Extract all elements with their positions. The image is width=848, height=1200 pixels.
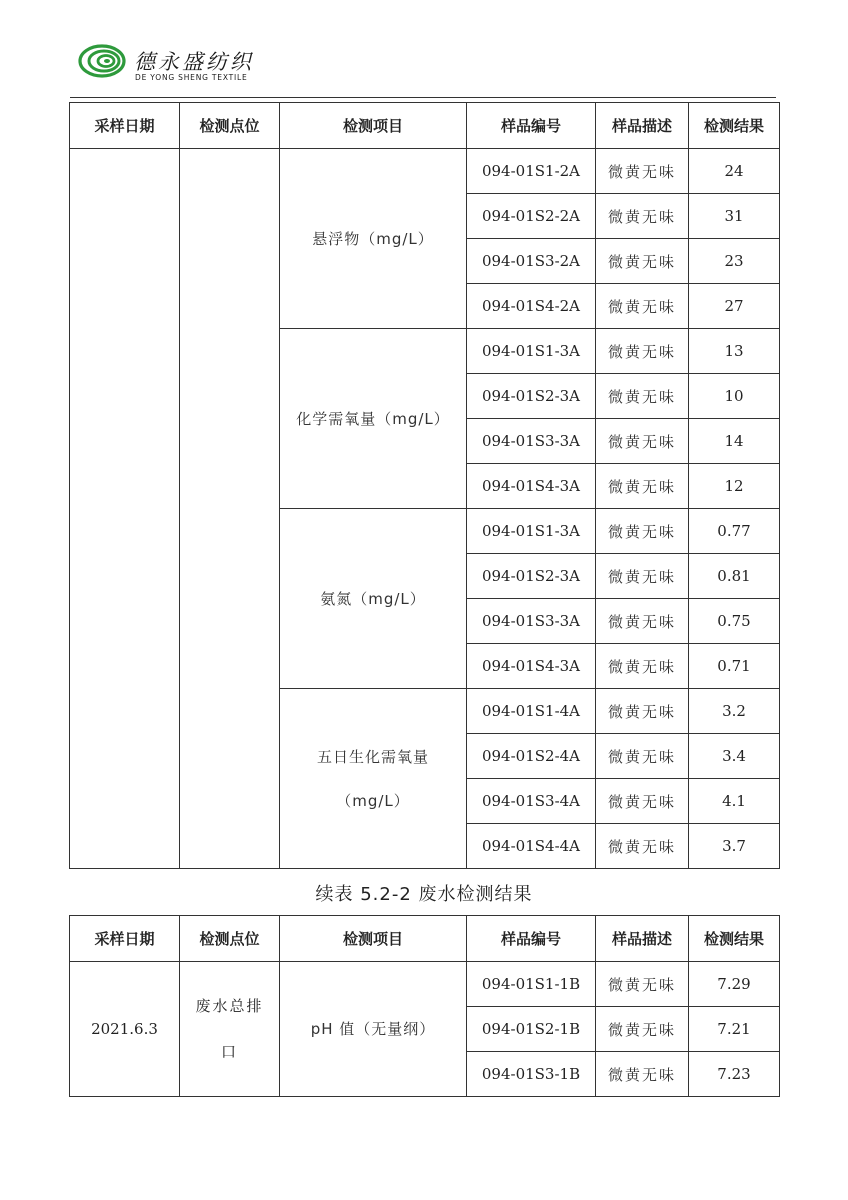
result-cell: 7.29 bbox=[689, 962, 780, 1007]
sample-description-cell: 微黄无味 bbox=[596, 779, 689, 824]
result-cell: 13 bbox=[689, 329, 780, 374]
header-sample-id: 样品编号 bbox=[467, 103, 596, 149]
test-item-cell bbox=[280, 689, 467, 869]
swirl-logo-icon bbox=[78, 42, 126, 80]
sample-description-cell: 微黄无味 bbox=[596, 599, 689, 644]
table-row bbox=[70, 149, 780, 194]
header-sampling-date: 采样日期 bbox=[70, 916, 180, 962]
sample-id-cell: 094-01S2-4A bbox=[467, 734, 596, 779]
sampling-date-cell bbox=[70, 149, 180, 869]
result-cell: 24 bbox=[689, 149, 780, 194]
test-item-cell: pH 值（无量纲） bbox=[280, 962, 467, 1097]
result-cell: 7.23 bbox=[689, 1052, 780, 1097]
result-cell: 12 bbox=[689, 464, 780, 509]
sample-description-cell: 微黄无味 bbox=[596, 374, 689, 419]
sample-id-cell: 094-01S4-3A bbox=[467, 464, 596, 509]
test-point-line1: 废水总排 bbox=[195, 997, 264, 1015]
company-logo bbox=[78, 38, 278, 86]
logo-chinese-name: 德永盛纺织 bbox=[134, 50, 254, 74]
header-test-item: 检测项目 bbox=[280, 103, 467, 149]
test-point-line2: 口 bbox=[220, 1043, 238, 1061]
result-cell: 3.7 bbox=[689, 824, 780, 869]
result-cell: 3.4 bbox=[689, 734, 780, 779]
sample-description-cell: 微黄无味 bbox=[596, 824, 689, 869]
table-row bbox=[70, 962, 780, 1007]
sample-description-cell: 微黄无味 bbox=[596, 554, 689, 599]
sample-id-cell: 094-01S1-4A bbox=[467, 689, 596, 734]
test-item-cell: 氨氮（mg/L） bbox=[280, 509, 467, 689]
sample-id-cell: 094-01S1-2A bbox=[467, 149, 596, 194]
wastewater-results-table-continued bbox=[69, 915, 780, 1097]
sample-description-cell: 微黄无味 bbox=[596, 962, 689, 1007]
test-item-line1: 五日生化需氧量 bbox=[316, 747, 429, 766]
sample-description-cell: 微黄无味 bbox=[596, 419, 689, 464]
sample-id-cell: 094-01S1-3A bbox=[467, 329, 596, 374]
test-point-cell bbox=[180, 149, 280, 869]
result-cell: 10 bbox=[689, 374, 780, 419]
header-sample-description: 样品描述 bbox=[596, 916, 689, 962]
sample-id-cell: 094-01S3-3A bbox=[467, 599, 596, 644]
result-cell: 0.71 bbox=[689, 644, 780, 689]
header-sample-description: 样品描述 bbox=[596, 103, 689, 149]
test-item-cell: 悬浮物（mg/L） bbox=[280, 149, 467, 329]
result-cell: 14 bbox=[689, 419, 780, 464]
header-test-item: 检测项目 bbox=[280, 916, 467, 962]
result-cell: 3.2 bbox=[689, 689, 780, 734]
sample-id-cell: 094-01S2-1B bbox=[467, 1007, 596, 1052]
sample-id-cell: 094-01S3-1B bbox=[467, 1052, 596, 1097]
header-test-result: 检测结果 bbox=[689, 916, 780, 962]
table-caption: 续表 5.2-2 废水检测结果 bbox=[315, 884, 533, 905]
sample-id-cell: 094-01S3-4A bbox=[467, 779, 596, 824]
sample-description-cell: 微黄无味 bbox=[596, 464, 689, 509]
sampling-date-cell: 2021.6.3 bbox=[70, 962, 180, 1097]
sample-id-cell: 094-01S4-4A bbox=[467, 824, 596, 869]
sample-description-cell: 微黄无味 bbox=[596, 509, 689, 554]
result-cell: 27 bbox=[689, 284, 780, 329]
result-cell: 7.21 bbox=[689, 1007, 780, 1052]
result-cell: 0.77 bbox=[689, 509, 780, 554]
logo-english-name: DE YONG SHENG TEXTILE bbox=[135, 73, 248, 82]
header-test-result: 检测结果 bbox=[689, 103, 780, 149]
result-cell: 0.75 bbox=[689, 599, 780, 644]
wastewater-results-table bbox=[69, 102, 780, 869]
result-cell: 23 bbox=[689, 239, 780, 284]
test-point-cell bbox=[180, 962, 280, 1097]
sample-description-cell: 微黄无味 bbox=[596, 1007, 689, 1052]
table-header-row bbox=[70, 916, 780, 962]
header-test-point: 检测点位 bbox=[180, 103, 280, 149]
sample-id-cell: 094-01S3-3A bbox=[467, 419, 596, 464]
sample-id-cell: 094-01S1-3A bbox=[467, 509, 596, 554]
sample-description-cell: 微黄无味 bbox=[596, 644, 689, 689]
test-item-cell: 化学需氧量（mg/L） bbox=[280, 329, 467, 509]
header-divider bbox=[70, 97, 776, 98]
test-item-line2: （mg/L） bbox=[336, 791, 410, 810]
result-cell: 31 bbox=[689, 194, 780, 239]
result-cell: 4.1 bbox=[689, 779, 780, 824]
table-header-row bbox=[70, 103, 780, 149]
sample-description-cell: 微黄无味 bbox=[596, 284, 689, 329]
sample-description-cell: 微黄无味 bbox=[596, 734, 689, 779]
sample-id-cell: 094-01S1-1B bbox=[467, 962, 596, 1007]
sample-id-cell: 094-01S4-2A bbox=[467, 284, 596, 329]
sample-id-cell: 094-01S3-2A bbox=[467, 239, 596, 284]
sample-description-cell: 微黄无味 bbox=[596, 149, 689, 194]
sample-id-cell: 094-01S4-3A bbox=[467, 644, 596, 689]
header-sampling-date: 采样日期 bbox=[70, 103, 180, 149]
sample-id-cell: 094-01S2-2A bbox=[467, 194, 596, 239]
sample-id-cell: 094-01S2-3A bbox=[467, 374, 596, 419]
header-sample-id: 样品编号 bbox=[467, 916, 596, 962]
sample-description-cell: 微黄无味 bbox=[596, 689, 689, 734]
sample-id-cell: 094-01S2-3A bbox=[467, 554, 596, 599]
sample-description-cell: 微黄无味 bbox=[596, 329, 689, 374]
sample-description-cell: 微黄无味 bbox=[596, 239, 689, 284]
result-cell: 0.81 bbox=[689, 554, 780, 599]
sample-description-cell: 微黄无味 bbox=[596, 1052, 689, 1097]
sample-description-cell: 微黄无味 bbox=[596, 194, 689, 239]
header-test-point: 检测点位 bbox=[180, 916, 280, 962]
